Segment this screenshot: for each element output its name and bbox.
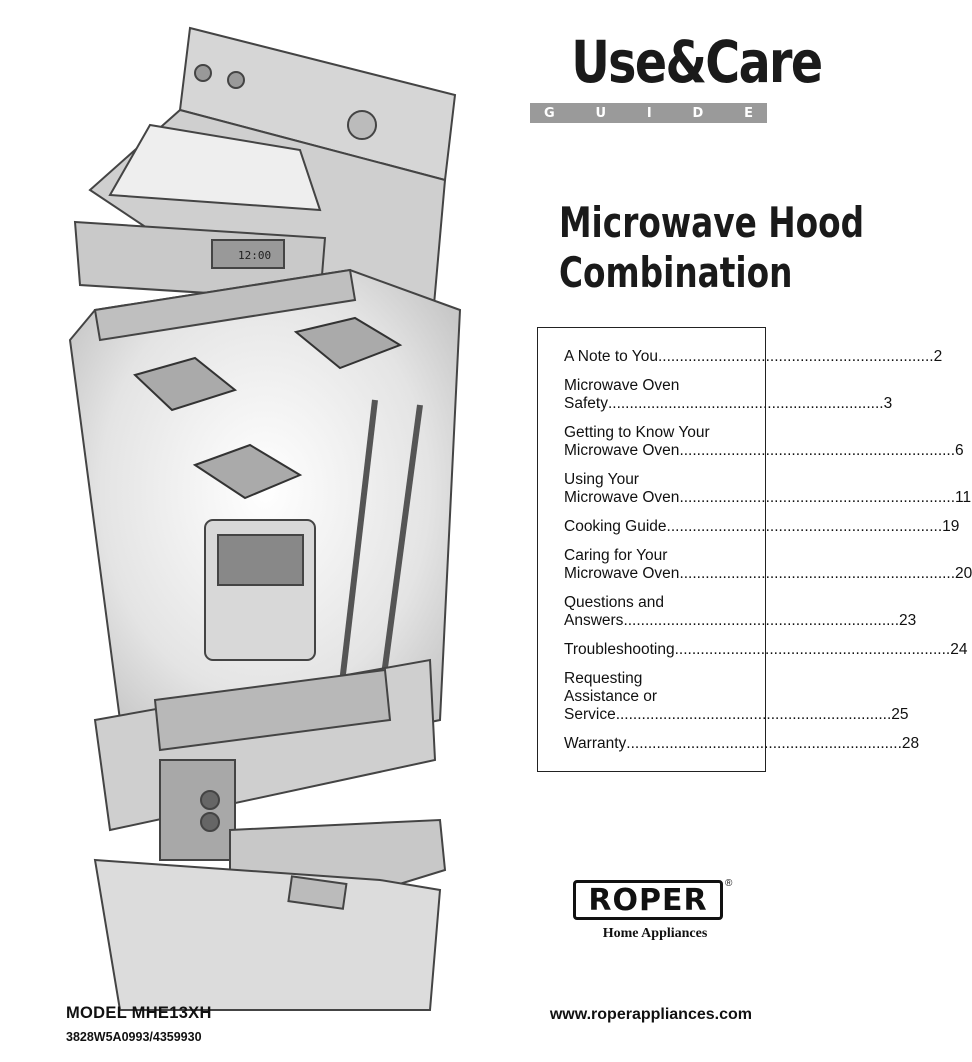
toc-page-number: 20 [955, 565, 972, 582]
lower-range-sketch [95, 820, 445, 1010]
toc-leader-dots [608, 395, 884, 413]
toc-item-label: Cooking Guide [564, 518, 667, 535]
toc-item [564, 547, 972, 583]
toc-leader-dots [658, 348, 934, 366]
model-number: MODEL MHE13XH [66, 1004, 212, 1022]
toc-item [564, 594, 917, 630]
toc-item [564, 377, 893, 413]
toc-item-label: Assistance or [564, 688, 658, 705]
toc-item-label: Warranty [564, 735, 627, 752]
toc-item-label: Troubleshooting [564, 641, 675, 658]
toc-leader-dots [679, 565, 955, 583]
part-number: 3828W5A0993/4359930 [66, 1030, 202, 1044]
toc-page-number: 11 [955, 489, 972, 506]
guide-letter: G [544, 105, 555, 121]
toc-item-label: Questions and [564, 594, 664, 611]
toc-item-label: Microwave Oven [564, 377, 680, 394]
toc-leader-dots [623, 612, 899, 630]
toc-item [564, 670, 909, 724]
website-link[interactable]: www.roperappliances.com [549, 1006, 752, 1023]
document-title [500, 198, 865, 298]
toc-leader-dots [679, 442, 955, 460]
toc-page-number: 25 [891, 706, 909, 723]
guide-letter: E [744, 105, 753, 121]
toc-page-number: 28 [901, 735, 920, 752]
toc-item-label: A Note to You [564, 348, 658, 365]
toc-leader-dots [616, 706, 892, 724]
toc-page-number: 3 [883, 395, 893, 412]
toc-leader-dots [675, 641, 951, 659]
toc-leader-dots [679, 489, 955, 507]
guide-letter: I [646, 105, 652, 121]
toc-leader-dots [626, 735, 902, 753]
display-readout: 12:00 [238, 249, 272, 262]
guide-bar [530, 103, 767, 123]
toc-page-number: 23 [899, 612, 917, 629]
toc-page-number: 6 [955, 442, 964, 459]
toc-item-label: Using Your [564, 471, 639, 488]
roper-brand [573, 878, 743, 941]
toc-item-label: Getting to Know Your [564, 424, 710, 441]
toc-item-label: Microwave Oven [564, 565, 680, 582]
toc-item-label: Service [564, 706, 616, 723]
guide-letter: D [692, 105, 704, 121]
document-title-line2: Combination [558, 248, 793, 297]
toc-item-label: Answers [564, 612, 624, 629]
toc-item [564, 424, 964, 460]
toc-page-number: 24 [950, 641, 968, 658]
toc-item-label: Caring for Your [564, 547, 668, 564]
toc-item [564, 348, 943, 366]
toc-item [564, 641, 968, 659]
use-and-care-title: Use&Care [571, 28, 822, 96]
toc-item-label: Safety [564, 395, 608, 412]
toc-item [564, 518, 960, 536]
brand-tagline: Home Appliances [602, 926, 708, 941]
toc-item [564, 735, 920, 753]
toc-leader-dots [667, 518, 943, 536]
appliance-sketch-illustration [0, 0, 470, 1010]
table-of-contents [537, 327, 972, 772]
toc-page-number: 19 [942, 518, 960, 535]
registered-mark: ® [725, 878, 733, 889]
document-title-line1: Microwave Hood [558, 198, 865, 247]
toc-item [564, 471, 972, 507]
roper-logo: ROPER [573, 880, 723, 920]
guide-letter: U [595, 105, 607, 121]
toc-item-label: Microwave Oven [564, 489, 680, 506]
toc-item-label: Requesting [564, 670, 643, 687]
toc-page-number: 2 [933, 348, 943, 365]
toc-item-label: Microwave Oven [564, 442, 680, 459]
